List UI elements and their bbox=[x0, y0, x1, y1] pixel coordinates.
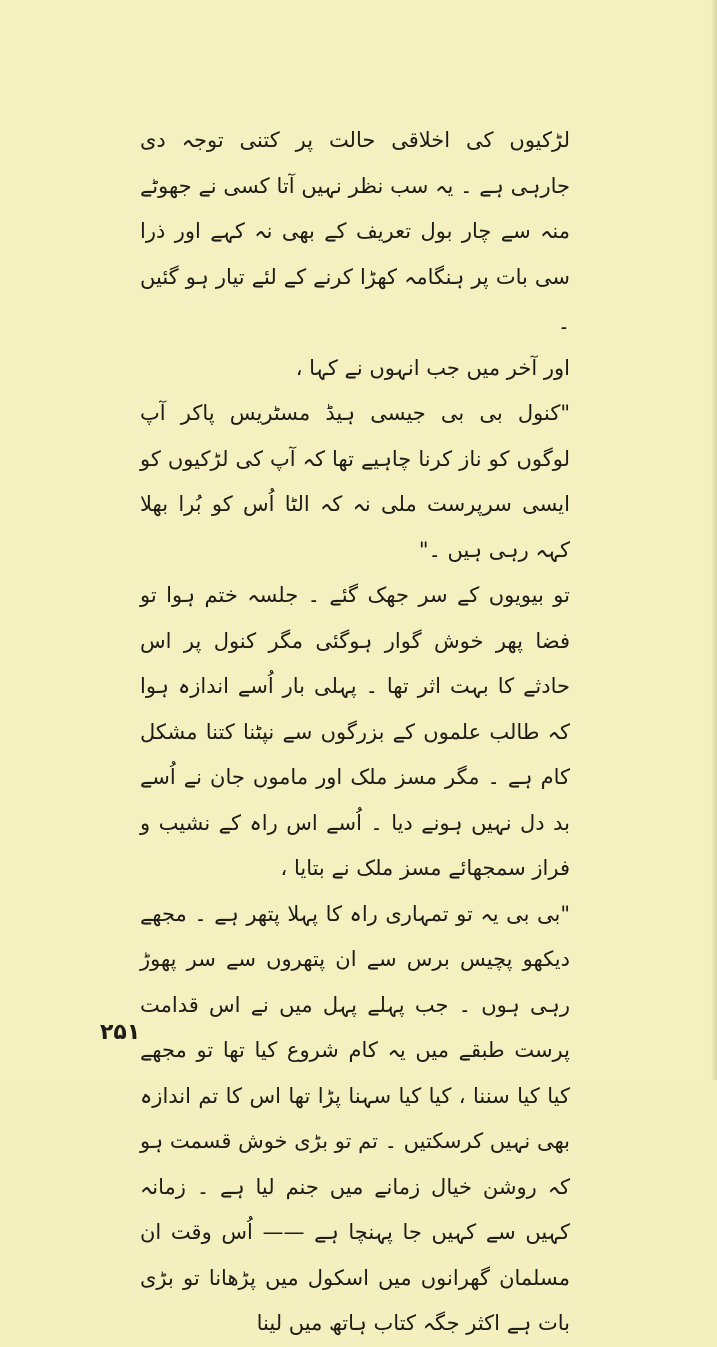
paragraph-1: لڑکیوں کی اخلاقی حالت پر کتنی توجہ دی جارہی ہے ۔ یہ سب نظر نہیں آتا کسی نے جھوٹے منہ سے چار بول تعریف کے بھی نہ کہے اور ذرا سی بات پر ہنگامہ کھڑا کرنے کے لئے تیار ہو گئیں ۔ bbox=[140, 128, 570, 334]
page-body-text bbox=[140, 118, 570, 1347]
page-edge-shadow bbox=[711, 0, 717, 1080]
paragraph-5: "بی بی یہ تو تمہاری راہ کا پہلا پتھر ہے ۔ مجھے دیکھو پچیس برس سے ان پتھروں سے سر پھوڑ رہی ہوں ۔ جب پہلے پہل میں نے اس قدامت پرست طبقے میں یہ کام شروع کیا تھا تو مجھے کیا کیا سننا ، کیا کیا سہنا پڑا تھا اس کا تم اندازہ بھی نہیں کرسکتیں ۔ تم تو بڑی خوش قسمت ہو کہ روشن خیال زمانے میں جنم لیا ہے ۔ زمانہ کہیں سے کہیں جا پہنچا ہے —— اُس وقت ان مسلمان گھرانوں میں اسکول میں پڑھانا تو بڑی بات ہے اکثر جگہ کتاب ہاتھ میں لینا bbox=[140, 901, 570, 1335]
page-number: ۲۵۱ bbox=[100, 1020, 141, 1045]
paragraph-2: اور آخر میں جب انہوں نے کہا ، bbox=[295, 355, 570, 380]
paragraph-4: تو بیویوں کے سر جھک گئے ۔ جلسہ ختم ہوا تو فضا پھر خوش گوار ہوگئی مگر کنول پر اس حادثے کا بہت اثر تھا ۔ پہلی بار اُسے اندازہ ہوا کہ طالب علموں کے بزرگوں سے نپٹنا کتنا مشکل کام ہے ۔ مگر مسز ملک اور ماموں جان نے اُسے بد دل نہیں ہونے دیا ۔ اُسے اس راہ کے نشیب و فراز سمجھائے مسز ملک نے بتایا ، bbox=[140, 583, 570, 880]
paragraph-3: "کنول بی بی جیسی ہیڈ مسٹریس پاکر آپ لوگوں کو ناز کرنا چاہیے تھا کہ آپ کی لڑکیوں کو ایسی سرپرست ملی نہ کہ الٹا اُس کو بُرا بھلا کہہ رہی ہیں ۔" bbox=[140, 401, 570, 562]
